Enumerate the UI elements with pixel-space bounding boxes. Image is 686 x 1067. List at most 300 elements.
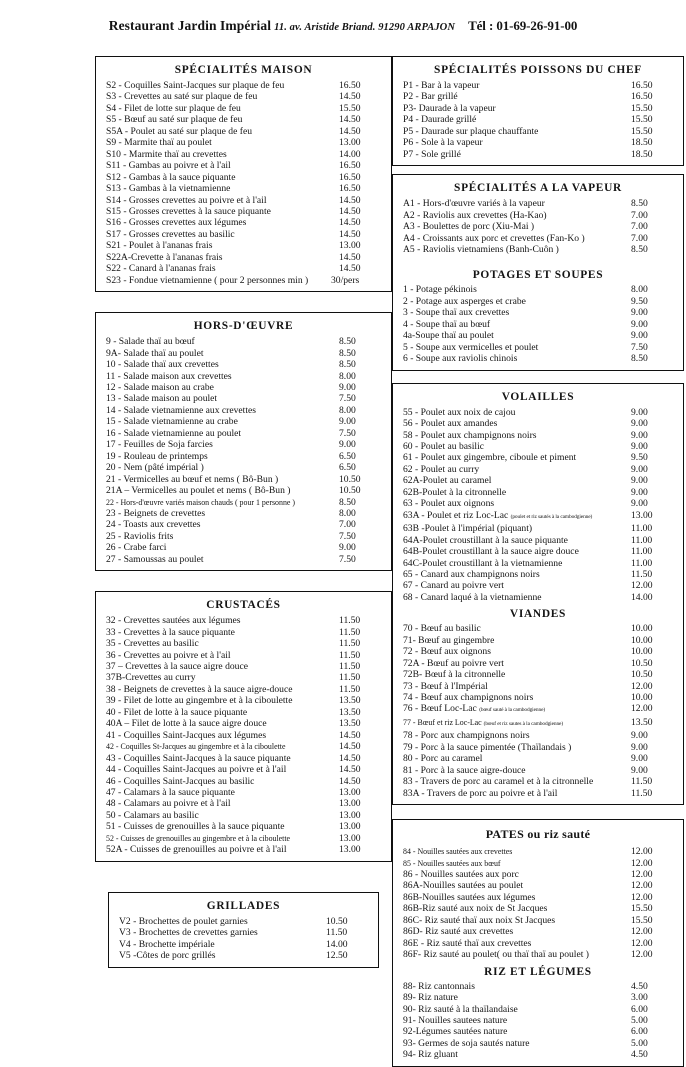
menu-item-price: 9.00 bbox=[631, 330, 648, 342]
menu-item-name: 1 - Potage pékinois bbox=[403, 284, 477, 296]
menu-item-name: 72B- Bœuf à la citronnelle bbox=[403, 669, 506, 681]
menu-item-name: 46 - Coquilles Saint-Jacques au basilic bbox=[106, 775, 255, 787]
menu-item-price: 11.00 bbox=[631, 557, 653, 569]
menu-item-row bbox=[102, 149, 385, 160]
menu-item-name: 21A – Vermicelles au poulet et nems ( Bô-Bun ) bbox=[106, 485, 291, 497]
menu-item-name: 64A-Poulet croustillant à la sauce piquante bbox=[403, 534, 568, 546]
menu-item-name: 55 - Poulet aux noix de cajou bbox=[403, 406, 516, 418]
menu-item-row bbox=[102, 661, 385, 672]
menu-item-price: 10.50 bbox=[631, 657, 653, 669]
menu-item-row bbox=[399, 441, 677, 452]
menu-item-row bbox=[399, 846, 677, 857]
menu-item-name: 13 - Salade maison au poulet bbox=[106, 393, 218, 405]
menu-item-row bbox=[399, 915, 677, 926]
menu-item-row bbox=[102, 695, 385, 706]
menu-item-price: 6.50 bbox=[339, 450, 356, 462]
menu-item-name: 38 - Beignets de crevettes à la sauce aigre-douce bbox=[106, 683, 293, 695]
menu-item-row bbox=[399, 1004, 677, 1015]
menu-item-name: V3 - Brochettes de crevettes garnies bbox=[119, 927, 258, 939]
menu-item-price: 11.00 bbox=[631, 523, 653, 535]
menu-item-price: 14.50 bbox=[339, 125, 361, 137]
menu-item-name: 64B-Poulet croustillant à la sauce aigre douce bbox=[403, 546, 579, 558]
menu-item-row bbox=[399, 210, 677, 221]
menu-item-row bbox=[399, 1049, 677, 1060]
menu-item-name: 17 - Feuilles de Soja farcies bbox=[106, 439, 213, 451]
menu-item-row bbox=[102, 217, 385, 228]
menu-item-row bbox=[399, 407, 677, 418]
menu-item-row bbox=[399, 523, 677, 534]
menu-item-name: 5 - Soupe aux vermicelles et poulet bbox=[403, 341, 539, 353]
menu-item-price: 9.00 bbox=[631, 741, 648, 753]
menu-item-row bbox=[399, 623, 677, 634]
item-list bbox=[102, 80, 385, 286]
menu-item-row bbox=[102, 474, 385, 485]
menu-item-price: 15.50 bbox=[631, 102, 653, 114]
menu-item-name: S17 - Grosses crevettes au basilic bbox=[106, 228, 235, 240]
menu-item-row bbox=[399, 903, 677, 914]
menu-item-name: 67 - Canard au poivre vert bbox=[403, 580, 504, 592]
menu-item-price: 8.50 bbox=[339, 336, 356, 348]
menu-item-row bbox=[399, 635, 677, 646]
item-list bbox=[399, 623, 677, 799]
menu-item-row bbox=[102, 776, 385, 787]
menu-item-row bbox=[399, 1038, 677, 1049]
menu-item-row bbox=[102, 672, 385, 683]
menu-item-price: 8.50 bbox=[631, 353, 648, 365]
menu-item-price: 16.50 bbox=[339, 80, 361, 91]
section-vapeur-potages bbox=[392, 174, 684, 370]
menu-item-name: 20 - Nem (pâté impérial ) bbox=[106, 462, 204, 474]
section-specialites-maison bbox=[95, 56, 392, 292]
menu-item-row bbox=[399, 464, 677, 475]
menu-item-name: S5 - Bœuf au saté sur plaque de feu bbox=[106, 114, 243, 126]
menu-item-name: P7 - Sole grillé bbox=[403, 148, 461, 160]
menu-item-row bbox=[115, 916, 372, 927]
menu-item-price: 11.50 bbox=[339, 649, 361, 661]
menu-item-name: 90- Riz sauté à la thaïlandaise bbox=[403, 1003, 518, 1015]
menu-item-price: 18.50 bbox=[631, 137, 653, 149]
menu-item-row bbox=[102, 348, 385, 359]
menu-item-price: 9.00 bbox=[631, 730, 648, 742]
menu-item-price: 18.50 bbox=[631, 148, 653, 160]
menu-item-name: 64C-Poulet croustillant à la vietnamienne bbox=[403, 557, 563, 569]
menu-item-row bbox=[399, 284, 677, 295]
menu-item-row bbox=[399, 992, 677, 1003]
menu-item-name: 92-Légumes sautées nature bbox=[403, 1026, 508, 1038]
menu-item-price: 10.00 bbox=[631, 692, 653, 704]
menu-item-name: S22A-Crevette à l'ananas frais bbox=[106, 251, 223, 263]
menu-item-price: 6.50 bbox=[339, 462, 356, 474]
menu-item-price: 12.00 bbox=[631, 937, 653, 949]
menu-item-row bbox=[115, 927, 372, 938]
section-pates-riz bbox=[392, 819, 684, 1067]
menu-item-name: 16 - Salade vietnamienne au poulet bbox=[106, 427, 242, 439]
menu-item-price: 7.00 bbox=[631, 221, 648, 233]
menu-item-name: 9A- Salade thaï au poulet bbox=[106, 347, 204, 359]
menu-item-price: 13.00 bbox=[339, 798, 361, 810]
menu-item-row bbox=[102, 627, 385, 638]
menu-item-row bbox=[399, 198, 677, 209]
menu-item-row bbox=[102, 798, 385, 809]
section-title: PATES ou riz sauté bbox=[485, 827, 591, 842]
menu-item-name: 88- Riz cantonnais bbox=[403, 980, 475, 992]
menu-item-row bbox=[102, 371, 385, 382]
menu-item-row bbox=[102, 707, 385, 718]
menu-item-price: 8.50 bbox=[339, 347, 356, 359]
menu-item-row bbox=[399, 592, 677, 603]
menu-item-name: P6 - Sole à la vapeur bbox=[403, 137, 483, 149]
menu-item-row bbox=[102, 554, 385, 565]
menu-item-row bbox=[102, 114, 385, 125]
section-volailles-viandes bbox=[392, 383, 684, 806]
menu-item-name: 83A - Travers de porc au poivre et à l'ail bbox=[403, 787, 558, 799]
menu-item-price: 14.50 bbox=[339, 764, 361, 776]
menu-item-price: 12.00 bbox=[631, 926, 653, 938]
menu-item-price: 14.50 bbox=[339, 729, 361, 741]
menu-item-row bbox=[399, 692, 677, 703]
menu-item-name: 63B -Poulet à l'impérial (piquant) bbox=[403, 523, 533, 535]
menu-item-name: 40A – Filet de lotte à la sauce aigre douce bbox=[106, 718, 267, 730]
menu-item-name: 37B-Crevettes au curry bbox=[106, 672, 196, 684]
menu-item-price: 12.00 bbox=[631, 869, 653, 881]
menu-item-row bbox=[399, 418, 677, 429]
menu-item-price: 13.50 bbox=[339, 706, 361, 718]
menu-item-name: 86D- Riz sauté aux crevettes bbox=[403, 926, 514, 938]
menu-item-row bbox=[399, 114, 677, 125]
section-title: SPÉCIALITÉS A LA VAPEUR bbox=[454, 182, 622, 195]
menu-item-name: 85 - Nouilles sautées aux bœuf bbox=[403, 858, 501, 868]
menu-item-price: 13.00 bbox=[339, 821, 361, 833]
menu-item-row bbox=[399, 430, 677, 441]
menu-item-name: S2 - Coquilles Saint-Jacques sur plaque de feu bbox=[106, 80, 285, 91]
menu-item-price: 11.50 bbox=[631, 787, 653, 799]
menu-item-row bbox=[399, 342, 677, 353]
menu-item-row bbox=[399, 658, 677, 669]
menu-item-price: 7.50 bbox=[339, 427, 356, 439]
menu-item-row bbox=[399, 296, 677, 307]
menu-item-row bbox=[399, 703, 677, 716]
menu-item-name: 62 - Poulet au curry bbox=[403, 463, 480, 475]
menu-item-price: 14.50 bbox=[339, 741, 361, 753]
menu-item-price: 9.00 bbox=[339, 439, 356, 451]
menu-item-name: S11 - Gambas au poivre et à l'ail bbox=[106, 160, 231, 172]
menu-item-price: 14.50 bbox=[339, 752, 361, 764]
menu-item-row bbox=[399, 569, 677, 580]
menu-item-row bbox=[102, 650, 385, 661]
menu-item-row bbox=[102, 787, 385, 798]
menu-item-name: 47 - Calamars à la sauce piquante bbox=[106, 787, 235, 799]
menu-item-row bbox=[399, 730, 677, 741]
menu-item-price: 9.50 bbox=[631, 295, 648, 307]
menu-item-row bbox=[102, 393, 385, 404]
section-title: CRUSTACÉS bbox=[206, 599, 281, 612]
menu-item-price: 9.00 bbox=[339, 542, 356, 554]
menu-item-row bbox=[102, 126, 385, 137]
menu-item-row bbox=[399, 717, 677, 730]
menu-item-name: 93- Germes de soja sautés nature bbox=[403, 1037, 530, 1049]
menu-item-price: 9.00 bbox=[339, 416, 356, 428]
menu-item-price: 5.00 bbox=[631, 1015, 648, 1026]
menu-item-row bbox=[399, 149, 677, 160]
menu-item-name: 72A - Bœuf au poivre vert bbox=[403, 657, 504, 669]
menu-item-name: S12 - Gambas à la sauce piquante bbox=[106, 171, 236, 183]
menu-item-name: S23 - Fondue vietnamienne ( pour 2 personnes min ) bbox=[106, 274, 309, 286]
menu-item-row bbox=[102, 485, 385, 496]
menu-item-price: 7.50 bbox=[631, 341, 648, 353]
menu-item-price: 14.50 bbox=[339, 263, 361, 275]
menu-item-name: 2 - Potage aux asperges et crabe bbox=[403, 295, 526, 307]
menu-item-price: 16.50 bbox=[631, 80, 653, 91]
menu-item-name: V5 -Côtes de porc grillés bbox=[119, 950, 216, 962]
menu-item-row bbox=[102, 684, 385, 695]
menu-item-price: 13.50 bbox=[339, 718, 361, 730]
menu-item-price: 9.00 bbox=[631, 486, 648, 498]
menu-item-name: P5 - Daurade sur plaque chauffante bbox=[403, 125, 539, 137]
menu-item-row bbox=[399, 233, 677, 244]
item-list bbox=[399, 407, 677, 604]
menu-item-row bbox=[102, 542, 385, 553]
menu-item-price: 8.50 bbox=[631, 243, 648, 255]
menu-item-price: 9.00 bbox=[631, 463, 648, 475]
menu-item-row bbox=[399, 669, 677, 680]
right-column bbox=[392, 0, 684, 1067]
menu-item-name: 60 - Poulet au basilic bbox=[403, 440, 484, 452]
menu-item-name: A2 - Raviolis aux crevettes (Ha-Kao) bbox=[403, 209, 547, 221]
menu-item-row bbox=[102, 382, 385, 393]
menu-item-row bbox=[102, 103, 385, 114]
menu-item-row bbox=[399, 319, 677, 330]
menu-item-row bbox=[399, 858, 677, 869]
menu-item-price: 30/pers bbox=[331, 274, 360, 286]
menu-item-row bbox=[102, 638, 385, 649]
menu-item-price: 9.00 bbox=[631, 498, 648, 510]
menu-item-price: 8.00 bbox=[631, 284, 648, 296]
menu-item-name: 52 - Cuisses de grenouilles au gingembre et à la ciboulette bbox=[106, 833, 291, 843]
restaurant-address: 11. av. Aristide Briand. 91290 ARPAJON bbox=[274, 22, 456, 33]
menu-item-name: 80 - Porc au caramel bbox=[403, 753, 483, 765]
menu-item-price: 14.50 bbox=[339, 228, 361, 240]
menu-item-row bbox=[102, 844, 385, 855]
menu-item-name: 89- Riz nature bbox=[403, 992, 458, 1004]
menu-item-price: 7.50 bbox=[339, 553, 356, 565]
menu-item-price: 8.50 bbox=[339, 496, 356, 508]
menu-item-row bbox=[102, 531, 385, 542]
menu-item-name: 78 - Porc aux champignons noirs bbox=[403, 730, 530, 742]
menu-item-price: 9.00 bbox=[631, 418, 648, 430]
menu-item-row bbox=[102, 137, 385, 148]
menu-item-name: 86 - Nouilles sautées aux porc bbox=[403, 869, 519, 881]
menu-item-price: 9.00 bbox=[631, 475, 648, 487]
menu-item-name: 73 - Bœuf à l'Impérial bbox=[403, 680, 488, 692]
menu-item-name: 58 - Poulet aux champignons noirs bbox=[403, 429, 537, 441]
menu-item-price: 14.50 bbox=[339, 91, 361, 103]
menu-item-name: A1 - Hors-d'œuvre variés à la vapeur bbox=[403, 198, 545, 210]
menu-item-row bbox=[102, 206, 385, 217]
menu-item-name: 39 - Filet de lotte au gingembre et à la ciboulette bbox=[106, 695, 293, 707]
menu-item-price: 13.00 bbox=[339, 787, 361, 799]
menu-item-name: S9 - Marmite thaï au poulet bbox=[106, 137, 212, 149]
menu-item-name: 51 - Cuisses de grenouilles à la sauce piquante bbox=[106, 821, 285, 833]
menu-item-row bbox=[399, 307, 677, 318]
menu-item-price: 12.00 bbox=[631, 846, 653, 858]
menu-item-row bbox=[102, 764, 385, 775]
menu-item-row bbox=[399, 558, 677, 569]
menu-item-name: 42 - Coquilles St-Jacques au gingembre et à la ciboulette bbox=[106, 742, 286, 752]
menu-item-price: 12.00 bbox=[631, 857, 653, 869]
section-title: RIZ ET LÉGUMES bbox=[484, 965, 592, 978]
menu-item-name: P2 - Bar grillé bbox=[403, 91, 458, 103]
menu-item-price: 15.50 bbox=[631, 114, 653, 126]
menu-item-price: 12.00 bbox=[631, 880, 653, 892]
item-list bbox=[399, 80, 677, 160]
menu-item-row bbox=[102, 833, 385, 844]
menu-item-row bbox=[399, 646, 677, 657]
menu-item-row bbox=[399, 1026, 677, 1037]
menu-item-row bbox=[399, 765, 677, 776]
restaurant-name: Restaurant Jardin Impérial bbox=[108, 18, 272, 33]
menu-item-name: 79 - Porc à la sauce pimentée (Thaïlandais ) bbox=[403, 741, 572, 753]
item-list bbox=[115, 916, 372, 962]
menu-item-price: 11.50 bbox=[631, 776, 653, 788]
menu-item-row bbox=[399, 535, 677, 546]
menu-item-name: 71- Bœuf au gingembre bbox=[403, 634, 495, 646]
menu-item-price: 13.00 bbox=[631, 509, 653, 521]
menu-item-row bbox=[399, 221, 677, 232]
menu-item-row bbox=[399, 926, 677, 937]
menu-item-row bbox=[102, 172, 385, 183]
menu-item-name: S14 - Grosses crevettes au poivre et à l'ail bbox=[106, 194, 267, 206]
menu-item-name: 26 - Crabe farci bbox=[106, 542, 167, 554]
menu-item-note: (bœuf sauté à la cambodgienne) bbox=[479, 707, 546, 714]
menu-item-price: 9.50 bbox=[631, 452, 648, 464]
menu-item-name: 25 - Raviolis frits bbox=[106, 530, 174, 542]
menu-item-price: 7.00 bbox=[339, 519, 356, 531]
menu-item-name: 63 - Poulet aux oignons bbox=[403, 498, 495, 510]
menu-item-name: 40 - Filet de lotte à la sauce piquante bbox=[106, 706, 248, 718]
menu-item-name: 81 - Porc à la sauce aigre-douce bbox=[403, 764, 526, 776]
section-title: SPÉCIALITÉS MAISON bbox=[174, 64, 313, 76]
menu-item-row bbox=[399, 91, 677, 102]
menu-item-price: 15.50 bbox=[339, 102, 361, 114]
menu-item-price: 11.50 bbox=[339, 661, 361, 673]
menu-item-row bbox=[102, 718, 385, 729]
menu-item-price: 13.00 bbox=[339, 832, 361, 844]
menu-item-price: 14.00 bbox=[631, 591, 653, 603]
menu-item-price: 8.50 bbox=[631, 198, 648, 210]
menu-item-price: 8.00 bbox=[339, 370, 356, 382]
left-column bbox=[95, 0, 392, 968]
menu-item-price: 13.00 bbox=[339, 240, 361, 252]
menu-item-name: 62B-Poulet à la citronnelle bbox=[403, 486, 507, 498]
menu-item-row bbox=[399, 103, 677, 114]
menu-item-name: A4 - Croissants aux porc et crevettes (Fan-Ko ) bbox=[403, 232, 585, 244]
menu-item-name: 6 - Soupe aux raviolis chinois bbox=[403, 353, 518, 365]
menu-item-price: 13.50 bbox=[631, 716, 653, 728]
menu-item-price: 16.50 bbox=[631, 91, 653, 103]
menu-item-name: 23 - Beignets de crevettes bbox=[106, 507, 206, 519]
menu-item-name: 62A-Poulet au caramel bbox=[403, 475, 492, 487]
menu-item-row bbox=[399, 742, 677, 753]
menu-item-row bbox=[102, 195, 385, 206]
menu-item-price: 11.50 bbox=[326, 927, 348, 939]
menu-item-row bbox=[399, 510, 677, 523]
menu-item-row bbox=[102, 497, 385, 508]
menu-item-price: 13.50 bbox=[339, 695, 361, 707]
menu-item-price: 5.00 bbox=[631, 1037, 648, 1049]
menu-item-row bbox=[399, 498, 677, 509]
menu-item-row bbox=[102, 428, 385, 439]
menu-item-row bbox=[102, 275, 385, 286]
menu-item-row bbox=[102, 229, 385, 240]
menu-item-row bbox=[102, 359, 385, 370]
section-crustaces bbox=[95, 591, 392, 862]
menu-item-name: 86F- Riz sauté au poulet( ou thaï thaï au poulet ) bbox=[403, 949, 589, 961]
menu-item-name: 35 - Crevettes au basilic bbox=[106, 638, 199, 650]
menu-item-price: 8.00 bbox=[339, 404, 356, 416]
menu-item-name: 32 - Crevettes sautées aux légumes bbox=[106, 615, 241, 627]
menu-item-name: S4 - Filet de lotte sur plaque de feu bbox=[106, 102, 241, 114]
menu-item-price: 9.00 bbox=[631, 307, 648, 319]
menu-item-row bbox=[102, 80, 385, 91]
menu-item-name: 27 - Samoussas au poulet bbox=[106, 553, 204, 565]
menu-item-price: 10.50 bbox=[339, 485, 361, 497]
section-title: POTAGES ET SOUPES bbox=[472, 269, 604, 282]
item-list bbox=[399, 981, 677, 1061]
menu-item-name: 14 - Salade vietnamienne aux crevettes bbox=[106, 404, 256, 416]
menu-item-price: 11.50 bbox=[339, 626, 361, 638]
menu-item-price: 12.00 bbox=[631, 891, 653, 903]
menu-item-row bbox=[102, 263, 385, 274]
menu-item-price: 12.00 bbox=[631, 703, 653, 715]
menu-item-price: 15.50 bbox=[631, 125, 653, 137]
menu-item-price: 10.50 bbox=[339, 473, 361, 485]
menu-item-name: 4 - Soupe thaï au bœuf bbox=[403, 318, 491, 330]
menu-item-price: 13.00 bbox=[339, 809, 361, 821]
menu-item-row bbox=[102, 252, 385, 263]
menu-item-price: 11.50 bbox=[339, 615, 361, 627]
menu-item-row bbox=[115, 939, 372, 950]
menu-item-price: 11.00 bbox=[631, 546, 653, 558]
menu-item-name: 33 - Crevettes à la sauce piquante bbox=[106, 626, 235, 638]
menu-item-row bbox=[102, 821, 385, 832]
menu-item-name: 15 - Salade vietnamienne au crabe bbox=[106, 416, 238, 428]
menu-item-name: 48 - Calamars au poivre et à l'ail bbox=[106, 798, 231, 810]
menu-item-row bbox=[102, 508, 385, 519]
menu-item-row bbox=[399, 681, 677, 692]
menu-item-row bbox=[399, 137, 677, 148]
menu-item-price: 7.50 bbox=[339, 530, 356, 542]
menu-item-row bbox=[399, 244, 677, 255]
menu-item-price: 13.00 bbox=[339, 844, 361, 856]
menu-item-name: 43 - Coquilles Saint-Jacques à la sauce piquante bbox=[106, 752, 291, 764]
restaurant-phone: Tél : 01-69-26-91-00 bbox=[468, 18, 578, 33]
item-list bbox=[102, 336, 385, 565]
menu-item-row bbox=[399, 353, 677, 364]
menu-item-price: 9.00 bbox=[631, 440, 648, 452]
section-poissons-du-chef bbox=[392, 56, 684, 166]
menu-item-row bbox=[102, 405, 385, 416]
menu-item-name: 76 - Bœuf Loc-Lac (bœuf sauté à la cambodgienne) bbox=[403, 703, 546, 715]
menu-item-name: S21 - Poulet à l'ananas frais bbox=[106, 240, 213, 252]
menu-item-price: 11.50 bbox=[339, 683, 361, 695]
menu-item-price: 14.50 bbox=[339, 251, 361, 263]
section-title: HORS-D'ŒUVRE bbox=[193, 320, 294, 333]
menu-item-name: 4a-Soupe thaï au poulet bbox=[403, 330, 494, 342]
menu-item-price: 16.50 bbox=[339, 183, 361, 195]
menu-item-row bbox=[399, 776, 677, 787]
menu-item-row bbox=[399, 753, 677, 764]
menu-item-price: 14.50 bbox=[339, 194, 361, 206]
